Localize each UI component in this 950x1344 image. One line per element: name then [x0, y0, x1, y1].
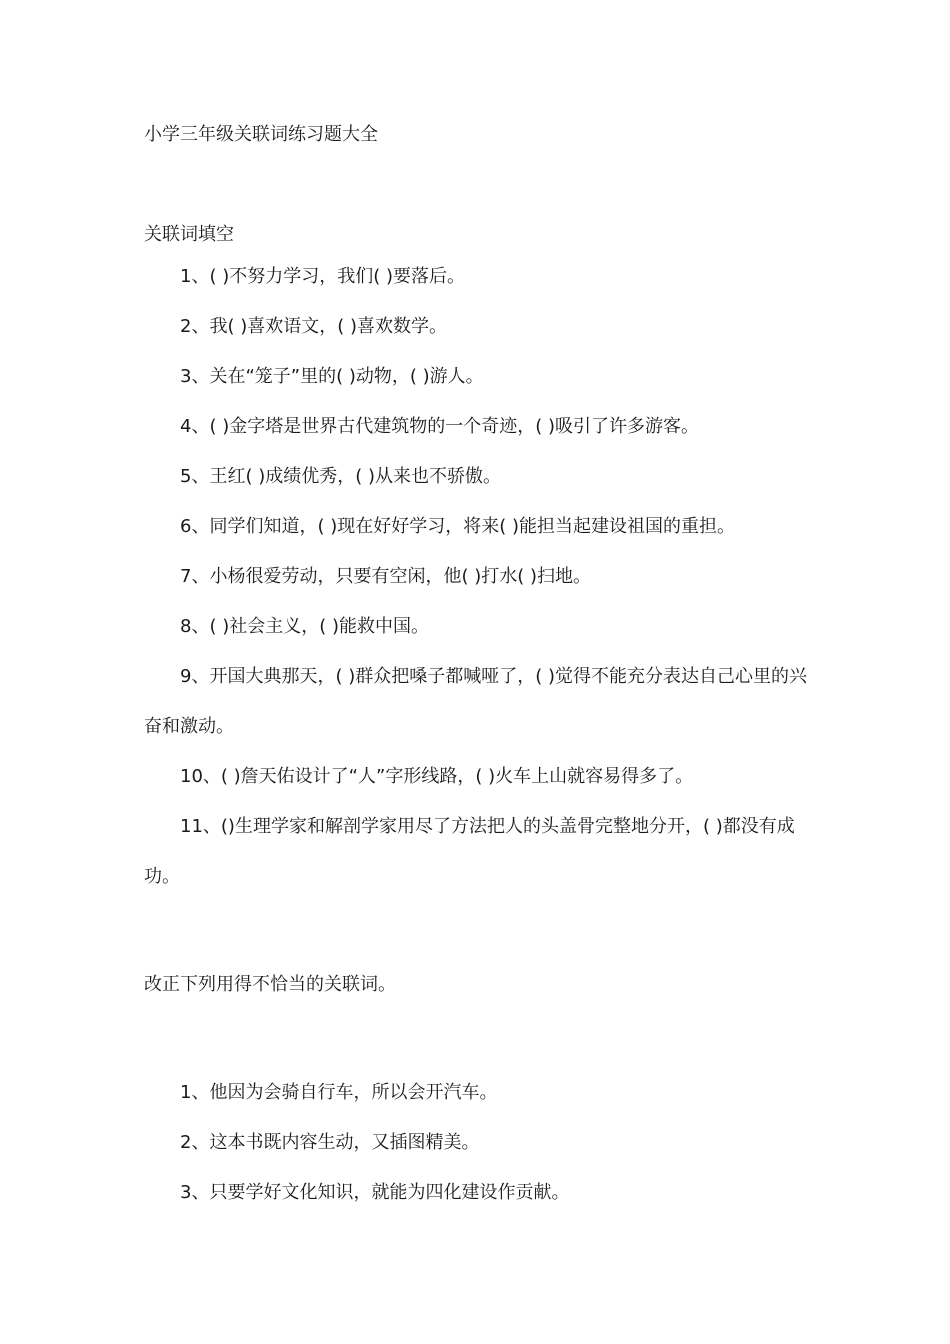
list-item: 4、( )金字塔是世界古代建筑物的一个奇迹，( )吸引了许多游客。: [180, 416, 699, 437]
list-item: 5、王红( )成绩优秀，( )从来也不骄傲。: [180, 466, 501, 487]
document-body: [144, 118, 808, 1218]
list-item: 10、( )詹天佑设计了“人”字形线路，( )火车上山就容易得多了。: [180, 766, 694, 787]
list-item: 1、( )不努力学习，我们( )要落后。: [180, 266, 465, 287]
list-item: 6、同学们知道，( )现在好好学习，将来( )能担当起建设祖国的重担。: [180, 516, 735, 537]
correction-list: [144, 1068, 808, 1218]
list-item: 11、()生理学家和解剖学家用尽了方法把人的头盖骨完整地分开，( )都没有成功。: [144, 816, 795, 887]
list-item: 2、我( )喜欢语文，( )喜欢数学。: [180, 316, 447, 337]
section-heading-correct: 改正下列用得不恰当的关联词。: [144, 974, 396, 995]
list-item: 1、他因为会骑自行车，所以会开汽车。: [180, 1082, 498, 1103]
list-item: 7、小杨很爱劳动，只要有空闲，他( )打水( )扫地。: [180, 566, 591, 587]
fill-in-list: [144, 252, 808, 902]
document-title: 小学三年级关联词练习题大全: [144, 124, 378, 145]
list-item: 8、( )社会主义，( )能救中国。: [180, 616, 429, 637]
list-item: 2、这本书既内容生动，又插图精美。: [180, 1132, 480, 1153]
list-item: 9、开国大典那天，( )群众把嗓子都喊哑了，( )觉得不能充分表达自己心里的兴奋和激动。: [144, 666, 807, 737]
list-item: 3、只要学好文化知识，就能为四化建设作贡献。: [180, 1182, 570, 1203]
section-heading-fill-in: 关联词填空: [144, 224, 234, 245]
list-item: 3、关在“笼子”里的( )动物，( )游人。: [180, 366, 484, 387]
